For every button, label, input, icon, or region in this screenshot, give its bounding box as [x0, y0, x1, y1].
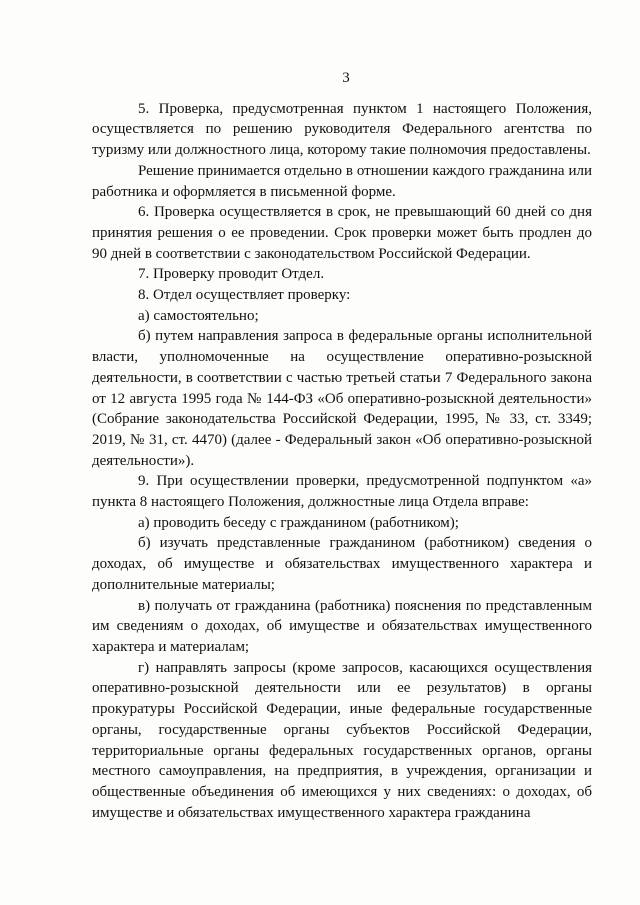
paragraph-8-a: а) самостоятельно;: [138, 307, 259, 324]
paragraph-5: 5. Проверка, предусмотренная пунктом 1 настоящего Положения, осуществляется по решению руководителя Федерального агентства по туризму или должностного лица, которому такие полномочия предоставлены.: [92, 100, 592, 159]
page-number: 3: [342, 70, 350, 86]
paragraph-8-b: б) путем направления запроса в федеральные органы исполнительной власти, уполномоченные на осуществление оперативно-розыскной деятельности, в соответствии с частью третьей статьи 7 Федерального закона от 12 августа 1995 года № 144-ФЗ «Об оперативно-розыскной деятельности» (Собрание законодательства Российской Федерации, 1995, № 33, ст. 3349; 2019, № 31, ст. 4470) (далее - Федеральный закон «Об оперативно-розыскной деятельности»).: [92, 328, 592, 469]
paragraph-6: 6. Проверка осуществляется в срок, не превышающий 60 дней со дня принятия решения о ее проведении. Срок проверки может быть продлен до 90 дней в соответствии с законодательством Российской Федерации.: [92, 204, 592, 262]
paragraph-8: 8. Отдел осуществляет проверку:: [138, 287, 351, 304]
paragraph-decision: Решение принимается отдельно в отношении каждого гражданина или работника и оформляется в письменной форме.: [92, 162, 592, 200]
paragraph-9: 9. При осуществлении проверки, предусмотренной подпунктом «а» пункта 8 настоящего Положения, должностные лица Отдела вправе:: [92, 473, 592, 511]
paragraph-9-v: в) получать от гражданина (работника) пояснения по представленным им сведениям о доходах, об имуществе и обязательствах имущественного характера и материалам;: [92, 597, 592, 655]
paragraph-9-b: б) изучать представленные гражданином (работником) сведения о доходах, об имуществе и обязательствах имущественного характера и дополнительные материалы;: [92, 535, 592, 593]
paragraph-9-g: г) направлять запросы (кроме запросов, касающихся осуществления оперативно-розыскной деятельности или ее результатов) в органы прокуратуры Российской Федерации, иные федеральные государственные органы, государственные органы субъектов Российской Федерации, территориальные органы федеральных государственных органов, органы местного самоуправления, на предприятия, в учреждения, организации и общественные объединения об имеющихся у них сведениях: о доходах, об имуществе и обязательствах имущественного характера гражданина: [92, 659, 592, 821]
paragraph-7: 7. Проверку проводит Отдел.: [138, 266, 325, 283]
paragraph-9-a: а) проводить беседу с гражданином (работником);: [138, 514, 459, 531]
